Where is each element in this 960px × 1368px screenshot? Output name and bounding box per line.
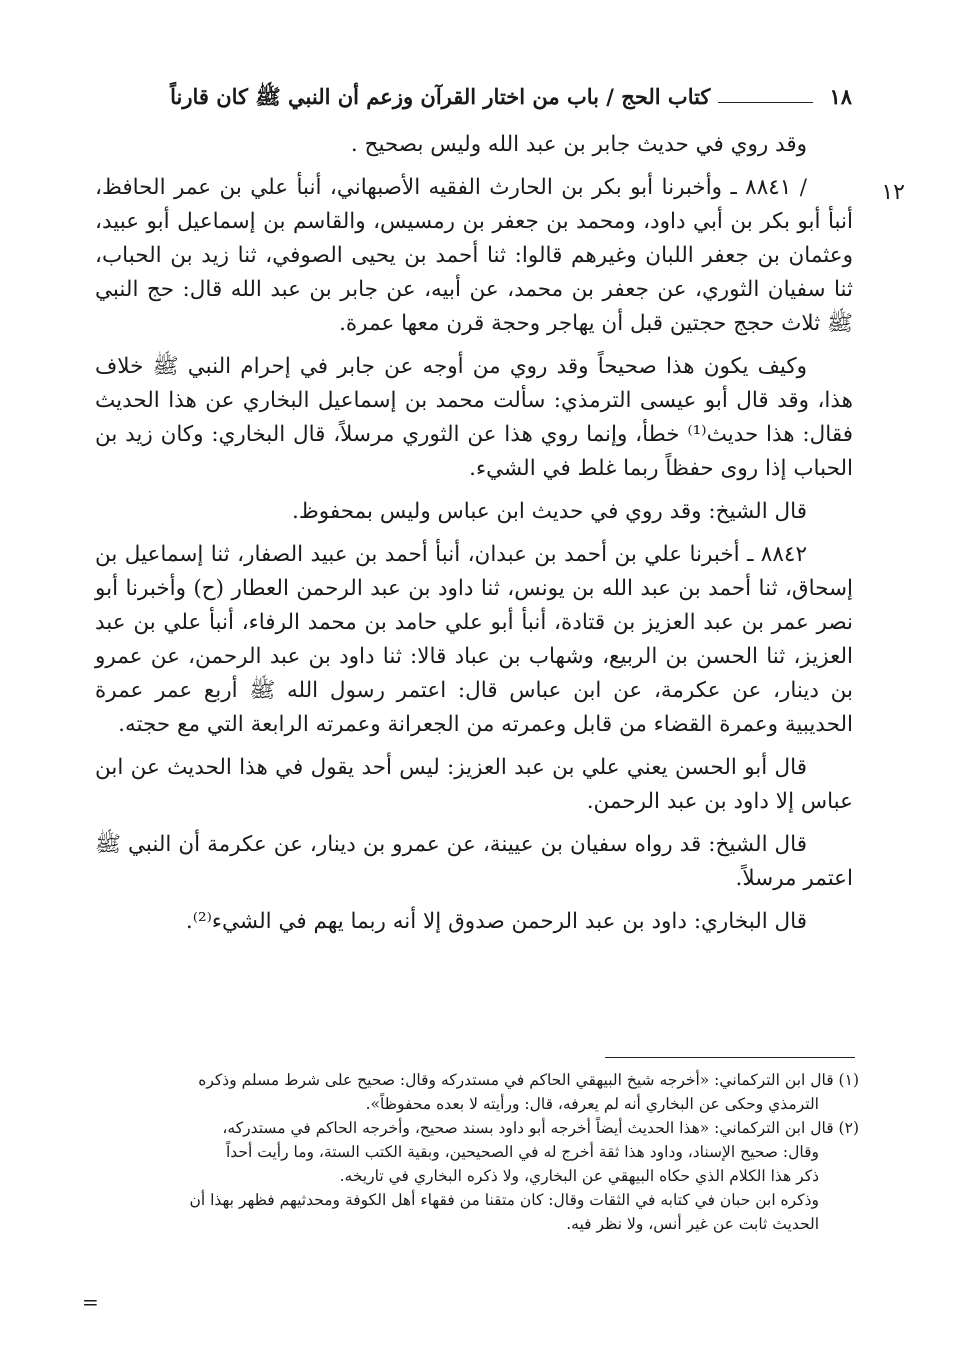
footnote-line: (٢) قال ابن التركماني: «هذا الحديث أيضاً أخرجه أبو داود بسند صحيح، وأخرجه الحاكم في مستدركه، [222,1119,859,1137]
paragraph: قال الشيخ: وقد روي في حديث ابن عباس وليس بمحفوظ. [292,499,807,524]
paragraph: وكيف يكون هذا صحيحاً وقد روي من أوجه عن جابر في إحرام النبي ﷺ خلاف هذا، وقد قال أبو عيسى الترمذي: سألت محمد بن إسماعيل البخاري عن هذا الحديث فقال: هذا حديث⁽¹⁾ خطأ، وإنما روي هذا عن الثوري مرسلاً، قال البخاري: وكان زيد بن الحباب إذا روى حفظاً ربما غلط في الشيء. [95,354,853,481]
continuation-mark: = [82,1290,99,1314]
footnote-separator [605,1057,855,1058]
page-number: ١٨ [829,84,852,109]
paragraph: قال البخاري: داود بن عبد الرحمن صدوق إلا أنه ربما يهم في الشيء⁽²⁾. [185,909,807,934]
footnotes [95,1068,859,1236]
main-text [95,128,853,948]
footnote-line: (١) قال ابن التركماني: «أخرجه شيخ البيهقي الحاكم في مستدركه وقال: صحيح على شرط مسلم وذكره [198,1071,859,1089]
paragraph: ٨٨٤٢ ـ أخبرنا علي بن أحمد بن عبدان، أنبأ أحمد بن عبيد الصفار، ثنا إسماعيل بن إسحاق، ثنا أحمد بن عبد الله بن يونس، ثنا داود بن عبد الرحمن العطار (ح) وأخبرنا أبو نصر عمر بن عبد العزيز بن قتادة، أنبأ أبو علي حامد بن محمد الرفاء، أنبأ علي بن عبد العزيز، ثنا الحسن بن الربيع، وشهاب بن عباد قالا: ثنا داود بن عبد الرحمن، عن عمرو بن دينار، عن عكرمة، عن ابن عباس قال: اعتمر رسول الله ﷺ أربع عمر عمرة الحديبية وعمرة القضاء من قابل وعمرته من الجعرانة وعمرته الرابعة التي مع حجته. [95,542,853,737]
footnote-line: ذكر هذا الكلام الذي حكاه البيهقي عن البخاري، ولا ذكره البخاري في تاريخه. [339,1167,819,1185]
footnote-line: الحديث ثابت عن غير أنس، ولا نظر فيه. [566,1215,819,1233]
footnote-line: وقال: صحيح الإسناد، وداود هذا ثقة أخرج له في الصحيحين، وبقية الكتب الستة، وما رأيت أحداً [225,1143,819,1161]
paragraph: وقد روي في حديث جابر بن عبد الله وليس بصحيح . [350,132,807,157]
header-rule-right [718,102,813,103]
running-header [95,84,852,120]
footnote-line: الترمذي وحكى عن البخاري أنه لم يعرفه، قال: ورأيته لا بعده محفوظاً». [365,1095,819,1113]
header-title: كتاب الحج / باب من اختار القرآن وزعم أن النبي ﷺ كان قارناً [170,84,711,109]
footnote-line: وذكره ابن حبان في كتابه في الثقات وقال: كان متقنا من فقهاء أهل الكوفة ومحدثيهم فظهر بهذا أن [189,1191,819,1209]
paragraph: قال الشيخ: قد رواه سفيان بن عيينة، عن عمرو بن دينار، عن عكرمة أن النبي ﷺ اعتمر مرسلاً. [95,832,853,891]
paragraph: / ٨٨٤١ ـ وأخبرنا أبو بكر بن الحارث الفقيه الأصبهاني، أنبأ علي بن عمر الحافظ، أنبأ أبو بكر بن أبي داود، ومحمد بن جعفر بن رمسيس، والقاسم بن إسماعيل أبو عبيد، وعثمان بن جعفر اللبان وغيرهم قالوا: ثنا أحمد بن يحيى الصوفي، ثنا زيد بن الحباب، ثنا سفيان الثوري، عن جعفر بن محمد، عن أبيه، عن جابر بن عبد الله قال: حج النبي ﷺ ثلاث حجج حجتين قبل أن يهاجر وحجة قرن معها عمرة. [95,175,853,336]
paragraph: قال أبو الحسن يعني علي بن عبد العزيز: ليس أحد يقول في هذا الحديث عن ابن عباس إلا داود بن عبد الرحمن. [95,755,853,814]
margin-page-reference: ١٢ [881,180,905,205]
